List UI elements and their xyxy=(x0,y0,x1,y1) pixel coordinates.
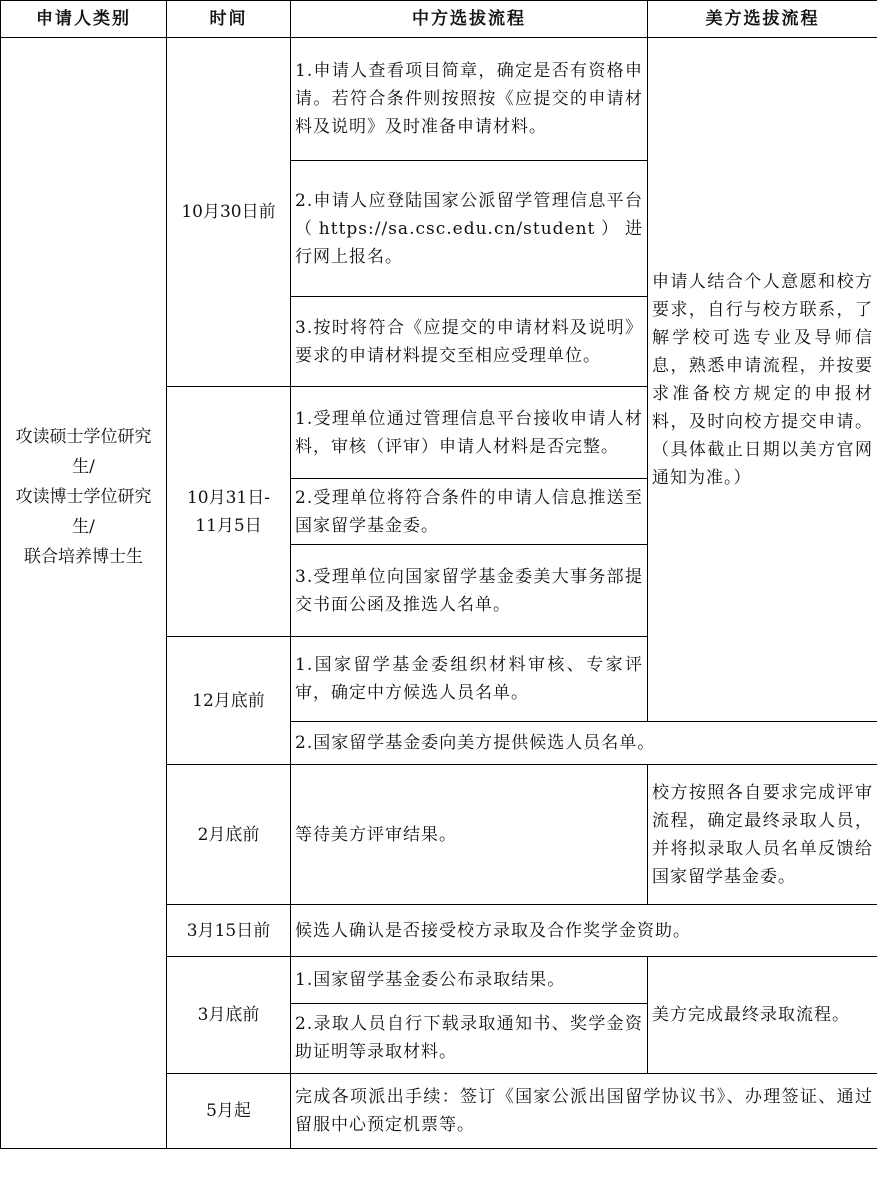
time-cell: 10月31日- 11月5日 xyxy=(167,387,291,637)
cn-step-cell: 1.国家留学基金委组织材料审核、专家评审，确定中方候选人员名单。 xyxy=(291,637,648,722)
cn-step-cell: 1.申请人查看项目简章，确定是否有资格申请。若符合条件则按照按《应提交的申请材料及说明》及时准备申请材料。 xyxy=(291,38,648,161)
cn-step-cell: 1.受理单位通过管理信息平台接收申请人材料，审核（评审）申请人材料是否完整。 xyxy=(291,387,648,479)
us-process-cell: 校方按照各自要求完成评审流程，确定最终录取人员，并将拟录取人员名单反馈给国家留学基金委。 xyxy=(648,765,877,905)
time-cell: 3月底前 xyxy=(167,956,291,1073)
cn-step-cell: 2.录取人员自行下载录取通知书、奖学金资助证明等录取材料。 xyxy=(291,1003,648,1073)
time-cell: 3月15日前 xyxy=(167,905,291,957)
time-cell: 2月底前 xyxy=(167,765,291,905)
joint-step-cell: 完成各项派出手续：签订《国家公派出国留学协议书》、办理签证、通过留服中心预定机票等。 xyxy=(291,1073,877,1148)
applicant-category-continuation xyxy=(1,956,167,1148)
table-row xyxy=(1,38,877,161)
joint-step-cell: 2.国家留学基金委向美方提供候选人员名单。 xyxy=(291,722,877,765)
selection-process-table-lower xyxy=(0,956,877,1149)
table-row xyxy=(1,956,877,1003)
cn-step-cell: 3.受理单位向国家留学基金委美大事务部提交书面公函及推选人名单。 xyxy=(291,545,648,637)
cn-step-cell: 2.申请人应登陆国家公派留学管理信息平台（https://sa.csc.edu.cn/student）进行网上报名。 xyxy=(291,161,648,297)
joint-step-cell: 候选人确认是否接受校方录取及合作奖学金资助。 xyxy=(291,905,877,957)
cn-step-cell: 2.受理单位将符合条件的申请人信息推送至国家留学基金委。 xyxy=(291,479,648,545)
header-time: 时间 xyxy=(167,1,291,38)
cn-step-cell: 等待美方评审结果。 xyxy=(291,765,648,905)
time-cell: 5月起 xyxy=(167,1073,291,1148)
time-cell: 12月底前 xyxy=(167,637,291,765)
us-process-cell: 申请人结合个人意愿和校方要求，自行与校方联系，了解学校可选专业及导师信息，熟悉申请流程，并按要求准备校方规定的申报材料，及时向校方提交申请。（具体截止日期以美方官网通知为准。） xyxy=(648,38,877,722)
header-applicant-category: 申请人类别 xyxy=(1,1,167,38)
header-us-process: 美方选拔流程 xyxy=(648,1,877,38)
header-cn-process: 中方选拔流程 xyxy=(291,1,648,38)
cn-step-cell: 1.国家留学基金委公布录取结果。 xyxy=(291,956,648,1003)
header-row xyxy=(1,1,877,38)
cn-step-cell: 3.按时将符合《应提交的申请材料及说明》要求的申请材料提交至相应受理单位。 xyxy=(291,297,648,387)
time-cell: 10月30日前 xyxy=(167,38,291,387)
us-process-cell: 美方完成最终录取流程。 xyxy=(648,956,877,1073)
applicant-category-cell: 攻读硕士学位研究生/ 攻读博士学位研究生/ 联合培养博士生 xyxy=(1,38,167,957)
